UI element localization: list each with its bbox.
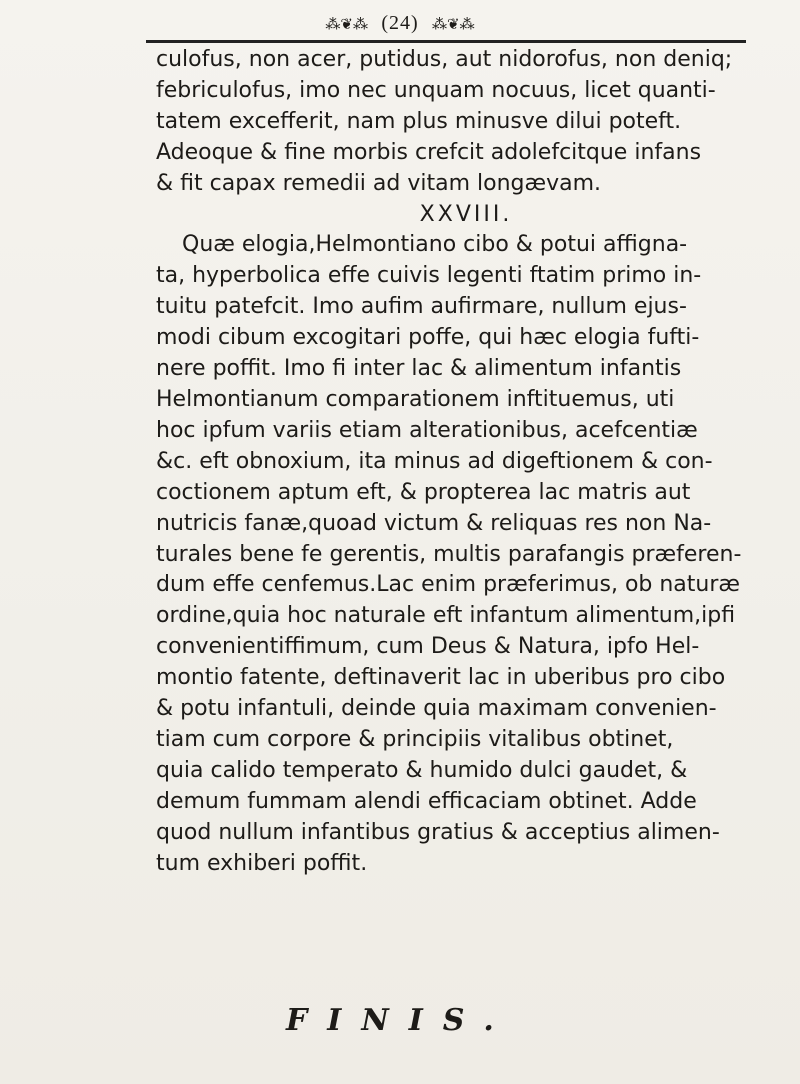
text-line: demum fummam alendi efficaciam obtinet. Adde: [156, 788, 697, 814]
text-line: tum exhiberi poffit.: [156, 850, 368, 876]
text-line: modi cibum excogitari poffe, qui hæc elogia fufti-: [156, 325, 700, 351]
text-line: &c. eft obnoxium, ita minus ad digeftionem & con-: [156, 448, 713, 474]
text-line: & potu infantuli, deinde quia maximam convenien-: [156, 696, 717, 722]
header-rule: [146, 40, 746, 43]
page-number: (24): [381, 12, 419, 34]
text-line: Quæ elogia,Helmontiano cibo & potui affigna-: [182, 232, 688, 258]
text-line: & fit capax remedii ad vitam longævam.: [156, 170, 602, 196]
text-line: montio fatente, deftinaverit lac in uberibus pro cibo: [156, 665, 726, 691]
text-line: tatem excefferit, nam plus minusve dilui poteft.: [156, 108, 682, 134]
header-ornament-left: ⁂❦⁂: [325, 15, 368, 33]
text-line: nere poffit. Imo fi inter lac & alimentum infantis: [156, 356, 682, 382]
text-line: ordine,quia hoc naturale eft infantum alimentum,ipfi: [156, 603, 736, 629]
body-text: [156, 45, 796, 879]
section-heading: XXVIII.: [419, 201, 513, 227]
text-line: convenientiffimum, cum Deus & Natura, ipfo Hel-: [156, 634, 700, 660]
text-line: coctionem aptum eft, & propterea lac matris aut: [156, 479, 691, 505]
text-line: Adeoque & fine morbis crefcit adolefcitque infans: [156, 139, 702, 165]
text-line: Helmontianum comparationem inftituemus, uti: [156, 386, 675, 412]
text-line: quia calido temperato & humido dulci gaudet, &: [156, 757, 688, 783]
text-line: hoc ipfum variis etiam alterationibus, acefcentiæ: [156, 417, 698, 443]
text-line: culofus, non acer, putidus, aut nidorofus, non deniq;: [156, 47, 733, 72]
text-line: dum effe cenfemus.Lac enim præferimus, ob naturæ: [156, 572, 741, 598]
text-line: tuitu patefcit. Imo aufim aufirmare, nullum ejus-: [156, 294, 687, 320]
text-line: quod nullum infantibus gratius & acceptius alimen-: [156, 819, 720, 845]
text-line: turales bene fe gerentis, multis parafangis præferen-: [156, 541, 742, 567]
finis-closing: FINIS.: [286, 1003, 514, 1038]
text-line: tiam cum corpore & principiis vitalibus obtinet,: [156, 726, 674, 752]
page-header: [0, 10, 800, 35]
text-line: nutricis fanæ,quoad victum & reliquas res non Na-: [156, 510, 712, 536]
text-line: febriculofus, imo nec unquam nocuus, licet quanti-: [156, 77, 716, 103]
header-ornament-right: ⁂❦⁂: [432, 15, 475, 33]
text-line: ta, hyperbolica effe cuivis legenti ftatim primo in-: [156, 263, 702, 289]
